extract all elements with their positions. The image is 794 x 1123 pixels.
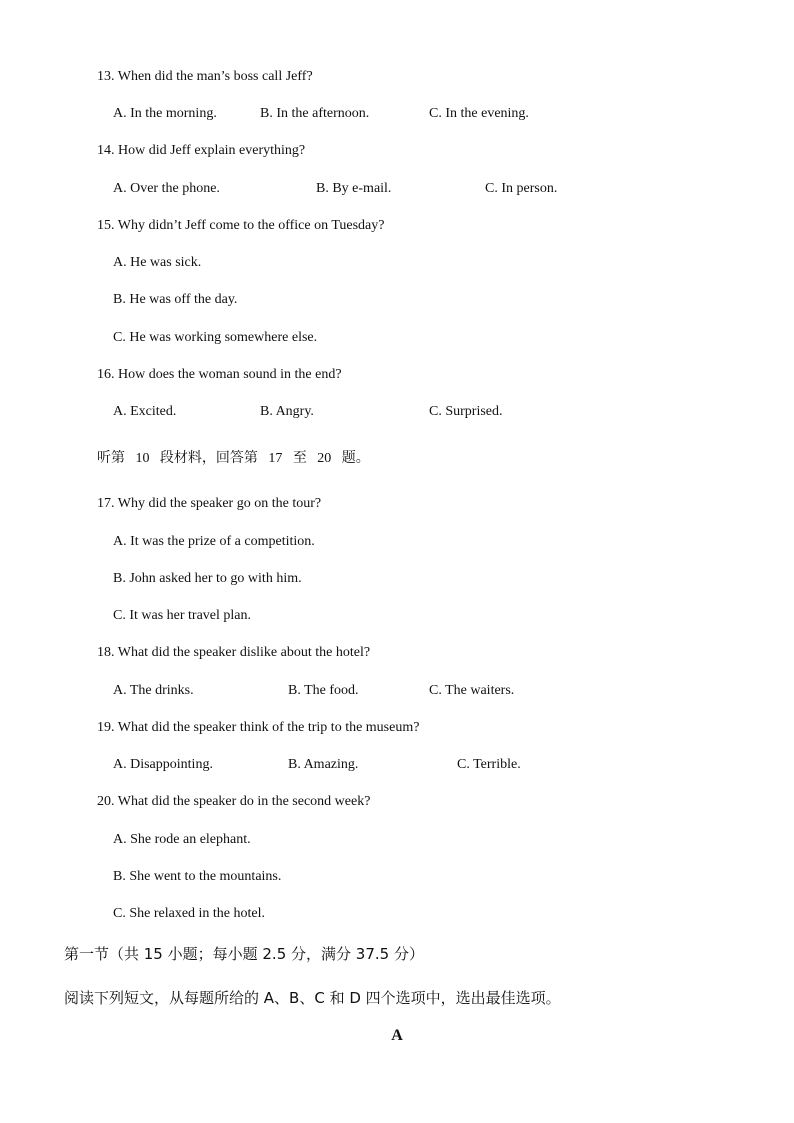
section-header: 第一节（共 15 小题；每小题 2.5 分，满分 37.5 分） <box>64 945 424 963</box>
option-a: A. He was sick. <box>113 255 202 270</box>
option-c: C. In the evening. <box>429 106 529 121</box>
option-a: A. She rode an elephant. <box>113 832 251 847</box>
end-question-number: 20 <box>317 451 332 466</box>
option-b: B. Amazing. <box>288 757 359 772</box>
instruction-part: 至 <box>292 450 307 466</box>
option-a: A. In the morning. <box>113 106 217 121</box>
question-number: 14. <box>97 143 115 158</box>
material-number: 10 <box>135 451 150 466</box>
section-instruction: 阅读下列短文，从每题所给的 A、B、C 和 D 四个选项中，选出最佳选项。 <box>64 989 561 1007</box>
question-text: Why didn’t Jeff come to the office on Tuesday? <box>117 218 385 233</box>
question-number: 20. <box>97 794 115 809</box>
question-text: What did the speaker think of the trip to the museum? <box>117 720 420 735</box>
instruction-part: 题。 <box>341 450 370 466</box>
instruction-part: 听第 <box>97 450 125 466</box>
option-b: B. She went to the mountains. <box>113 869 282 884</box>
instruction-part: 段材料，回答第 <box>159 450 258 466</box>
question-text: What did the speaker dislike about the hotel? <box>117 645 371 660</box>
question-number: 13. <box>97 69 115 84</box>
question-text: What did the speaker do in the second week? <box>117 794 371 809</box>
option-c: C. The waiters. <box>429 683 515 698</box>
question-19 <box>97 719 419 737</box>
option-a: A. It was the prize of a competition. <box>113 534 315 549</box>
option-b: B. John asked her to go with him. <box>113 571 302 586</box>
question-number: 16. <box>97 367 115 382</box>
question-text: When did the man’s boss call Jeff? <box>117 69 313 84</box>
question-16 <box>97 366 342 384</box>
question-18 <box>97 644 370 662</box>
question-15 <box>97 217 384 235</box>
listening-instruction <box>97 449 370 468</box>
question-13 <box>97 68 313 86</box>
question-number: 17. <box>97 496 115 511</box>
option-c: C. Terrible. <box>457 757 521 772</box>
option-b: B. He was off the day. <box>113 292 238 307</box>
option-a: A. Over the phone. <box>113 181 220 196</box>
option-c: C. He was working somewhere else. <box>113 330 318 345</box>
question-number: 19. <box>97 720 115 735</box>
passage-label: A <box>391 1027 403 1044</box>
option-c: C. Surprised. <box>429 404 503 419</box>
option-c: C. She relaxed in the hotel. <box>113 906 266 921</box>
question-20 <box>97 793 370 811</box>
question-text: How did Jeff explain everything? <box>118 143 306 158</box>
option-a: A. The drinks. <box>113 683 194 698</box>
option-c: C. It was her travel plan. <box>113 608 252 623</box>
option-b: B. By e-mail. <box>316 181 392 196</box>
question-14 <box>97 142 305 160</box>
question-17 <box>97 495 321 513</box>
option-a: A. Disappointing. <box>113 757 213 772</box>
option-c: C. In person. <box>485 181 558 196</box>
option-b: B. The food. <box>288 683 359 698</box>
option-b: B. Angry. <box>260 404 314 419</box>
option-b: B. In the afternoon. <box>260 106 370 121</box>
question-text: Why did the speaker go on the tour? <box>117 496 322 511</box>
question-number: 15. <box>97 218 115 233</box>
question-text: How does the woman sound in the end? <box>118 367 342 382</box>
question-number: 18. <box>97 645 115 660</box>
option-a: A. Excited. <box>113 404 177 419</box>
start-question-number: 17 <box>268 451 283 466</box>
